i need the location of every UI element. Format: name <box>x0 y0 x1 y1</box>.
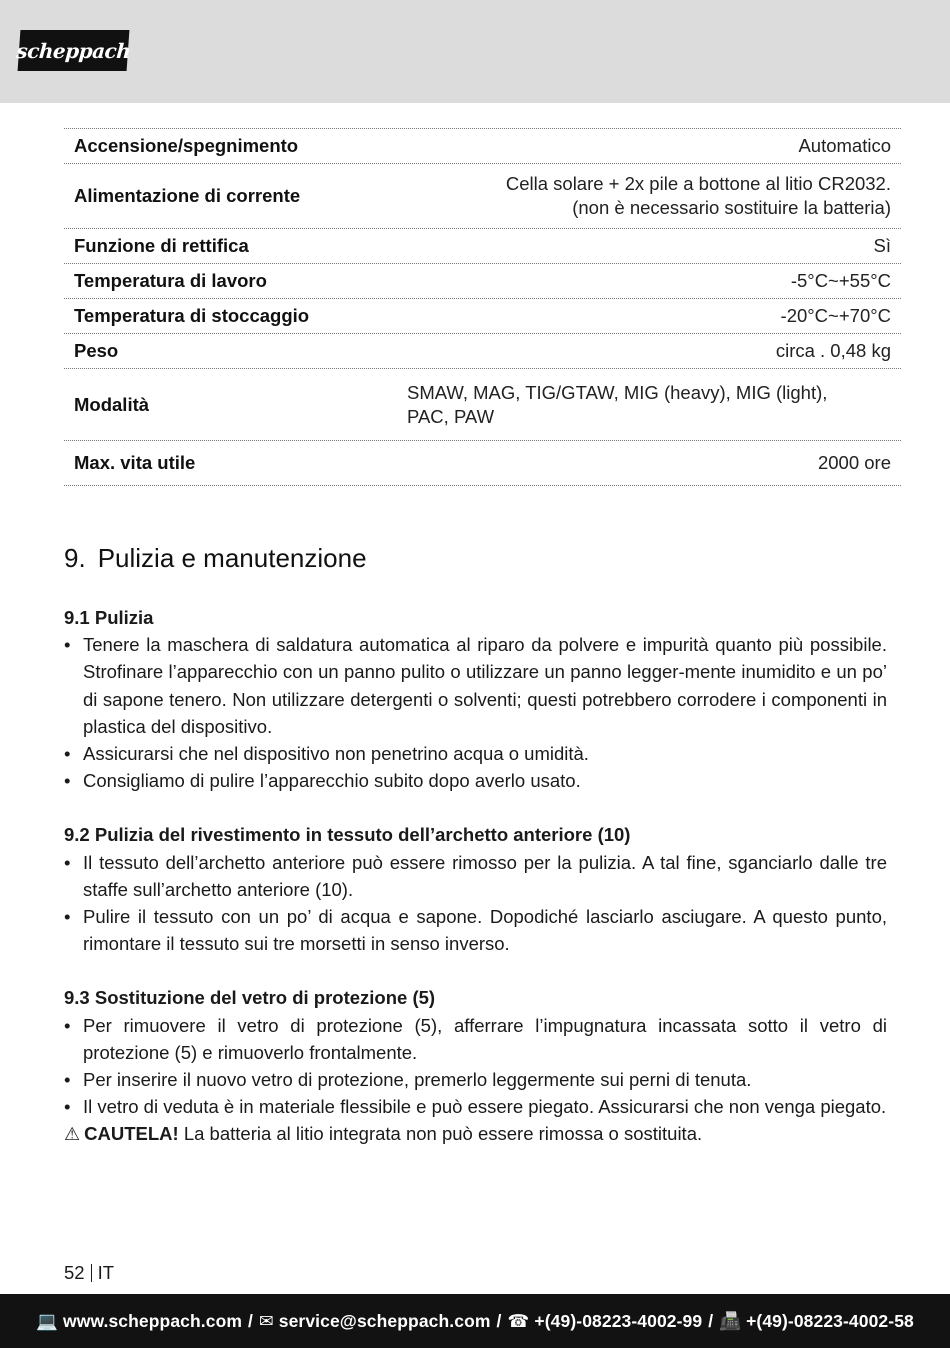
spec-label: Peso <box>74 340 119 361</box>
section-heading: 9. Pulizia e manutenzione <box>64 543 367 573</box>
bullet-list <box>64 849 887 958</box>
caution-text: La batteria al litio integrata non può essere rimossa o sostituita. <box>183 1123 703 1145</box>
phone-icon: ☎ <box>507 1310 530 1331</box>
computer-icon: 💻 <box>36 1310 59 1331</box>
separator <box>91 1264 92 1282</box>
list-item: • Per inserire il nuovo vetro di protezione, premerlo leggermente sui perni di tenuta. <box>64 1066 887 1093</box>
spec-value: circa . 0,48 kg <box>775 340 891 361</box>
footer-email-link[interactable]: service@scheppach.com <box>278 1310 491 1331</box>
footer-website-link[interactable]: www.scheppach.com <box>63 1310 243 1331</box>
spec-label: Accensione/spegnimento <box>74 135 299 156</box>
list-item: • Pulire il tessuto con un po’ di acqua e sapone. Dopodiché lasciarlo asciugare. A questo punto, rimontare il tessuto sui tre morsetti in senso inverso. <box>64 903 887 957</box>
spec-label: Temperatura di lavoro <box>74 270 267 291</box>
page-footer: 💻 www.scheppach.com / ✉ service@scheppach.com / ☎ +(49)-08223-4002-99 / 📠 +(49)-08223-4002-58 <box>0 1294 950 1348</box>
spec-value: Automatico <box>798 135 891 156</box>
spec-row <box>64 440 901 486</box>
footer-phone: +(49)-08223-4002-99 <box>534 1310 703 1331</box>
caution-label: CAUTELA! <box>84 1123 179 1145</box>
spec-row <box>64 368 901 440</box>
spec-value: -20°C~+70°C <box>780 305 891 326</box>
spec-label: Funzione di rettifica <box>74 235 249 256</box>
spec-value: SMAW, MAG, TIG/GTAW, MIG (heavy), MIG (light), PAC, PAW <box>407 381 828 427</box>
mail-icon: ✉ <box>259 1310 274 1331</box>
spec-value: -5°C~+55°C <box>790 270 891 291</box>
caution-note <box>64 1120 887 1148</box>
spec-value: Cella solare + 2x pile a bottone al litio CR2032. (non è necessario sostituire la batteria) <box>505 173 891 218</box>
list-item: • Il tessuto dell’archetto anteriore può essere rimosso per la pulizia. A tal fine, sganciarlo dalle tre staffe sull’archetto anteriore (10). <box>64 849 887 903</box>
spec-label: Temperatura di stoccaggio <box>74 305 310 326</box>
footer-fax: +(49)-08223-4002-58 <box>746 1310 914 1331</box>
spec-label: Max. vita utile <box>74 452 196 473</box>
page-number: 52 IT <box>64 1262 115 1283</box>
spec-row <box>64 228 901 263</box>
warning-triangle-icon: ⚠ <box>64 1124 81 1145</box>
bullet-list <box>64 1012 887 1121</box>
spec-value: Sì <box>873 235 891 256</box>
page-header <box>0 0 950 103</box>
list-item: • Il vetro di veduta è in materiale flessibile e può essere piegato. Assicurarsi che non venga piegato. <box>64 1093 887 1120</box>
list-item: • Tenere la maschera di saldatura automatica al riparo da polvere e impurità quanto più possibile. Strofinare l’apparecchio con un panno pulito o utilizzare un panno legger-mente inumidito e un po’ di sapone tenero. Non utilizzare detergenti o solventi; questi potrebbero corrodere i componenti in plastica del dispositivo. <box>64 631 887 740</box>
spec-label: Alimentazione di corrente <box>74 185 301 206</box>
bullet-list <box>64 631 887 794</box>
list-item: • Consigliamo di pulire l’apparecchio subito dopo averlo usato. <box>64 767 887 794</box>
subsection-heading: 9.2 Pulizia del rivestimento in tessuto dell’archetto anteriore (10) <box>64 824 631 846</box>
maintenance-content <box>64 604 887 1149</box>
brand-logo: scheppach <box>18 30 130 71</box>
spec-row <box>64 333 901 368</box>
spec-value: 2000 ore <box>817 452 891 473</box>
spec-row <box>64 263 901 298</box>
spec-row <box>64 128 901 163</box>
specs-table <box>64 128 901 486</box>
spec-label: Modalità <box>74 393 150 415</box>
subsection-heading: 9.3 Sostituzione del vetro di protezione (5) <box>64 987 436 1009</box>
spec-row <box>64 163 901 228</box>
list-item: • Assicurarsi che nel dispositivo non penetrino acqua o umidità. <box>64 740 887 767</box>
spec-row <box>64 298 901 333</box>
list-item: • Per rimuovere il vetro di protezione (5), afferrare l’impugnatura incassata sotto il vetro di protezione (5) e rimuoverlo frontalmente. <box>64 1012 887 1066</box>
subsection-heading: 9.1 Pulizia <box>64 607 154 628</box>
fax-icon: 📠 <box>719 1310 742 1331</box>
